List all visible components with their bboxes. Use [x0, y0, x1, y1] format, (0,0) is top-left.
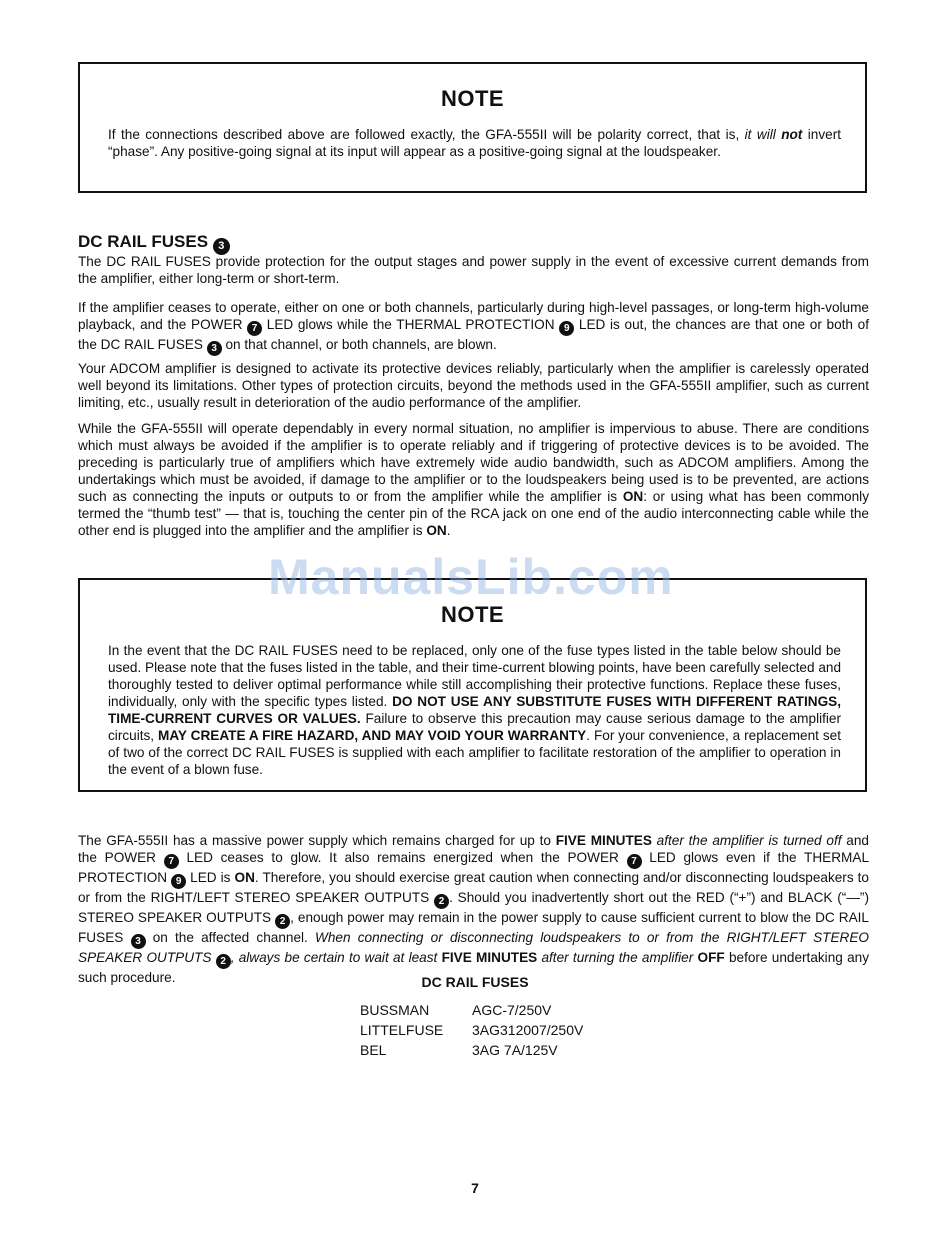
fuse-table-title: DC RAIL FUSES — [421, 974, 529, 990]
paragraph-italic: after the amplifier is turned off — [651, 833, 842, 848]
note-title: NOTE — [440, 86, 505, 111]
paragraph-part: While the GFA-555II will operate dependably in every normal situation, no amplifier is impervious to abuse. There are conditions which must always be avoided if the amplifier is to operate reliably and if triggering of protective devices is to be avoided. The preceding is particularly true of amplifiers which have extremely wide audio bandwidth, such as ADCOM amplifiers. Among the undertakings which must be avoided, if damage to the amplifier or to the loudspeakers being used is to be prevented, are actions such as connecting the inputs or outputs to or from the amplifier while the amplifier is — [78, 421, 869, 504]
paragraph-part: . Should you inadvertently short out the RED (“+”) and BLACK (“—”) STEREO SPEAKER OUTPUTS — [78, 890, 869, 925]
callout-2-icon: 2 — [216, 954, 231, 969]
fuse-type: 3AG 7A/125V — [472, 1042, 558, 1058]
paragraph-bold: ON — [622, 489, 644, 504]
paragraph-italic: When connecting or disconnecting loudspeakers to or from the RIGHT/LEFT STEREO SPEAKER OUTPUTS — [78, 930, 869, 965]
callout-2-icon: 2 — [275, 914, 290, 929]
callout-7-icon: 7 — [627, 854, 642, 869]
paragraph-part: LED is out, the chances are that one or both of the DC RAIL FUSES — [78, 317, 870, 352]
callout-2-icon: 2 — [434, 894, 449, 909]
note-text-warning: DO NOT USE ANY SUBSTITUTE FUSES WITH DIFFERENT RATINGS, TIME-CURRENT CURVES OR VALUES. — [108, 694, 841, 726]
note-text-part: Failure to observe this precaution may cause serious damage to the amplifier circuits, — [108, 711, 841, 743]
note-text-part: In the event that the DC RAIL FUSES need to be replaced, only one of the fuse types listed in the table below should be used. Please note that the fuses listed in the table, and their time-current blowing points, have been carefully selected and thoroughly tested to deliver optimal performance while still accomplishing their protective functions. Replace these fuses, individually, only with the specific types listed. — [108, 643, 842, 709]
paragraph-part: . Therefore, you should exercise great caution when connecting and/or disconnecting loudspeakers to or from the RIGHT/LEFT STEREO SPEAKER OUTPUTS — [78, 870, 869, 905]
paragraph-symptoms — [78, 299, 869, 356]
note-text-italic: it will — [744, 127, 782, 142]
page-number: 7 — [471, 1180, 479, 1196]
paragraph-part: , enough power may remain in the power supply to cause sufficient current to blow the DC RAIL FUSES — [78, 910, 869, 945]
note-text-emphasis: not — [781, 127, 803, 142]
paragraph-part: LED ceases to glow. It also remains energized when the POWER — [178, 850, 627, 865]
paragraph-part: before undertaking any such procedure. — [78, 950, 869, 985]
paragraph-protection: Your ADCOM amplifier is designed to activate its protective devices reliably, particularly when the amplifier is carelessly operated well beyond its limitations. Other types of protection circuits, beyond the methods used in the GFA-555II amplifier, such as current limiting, etc., usually result in deterioration of the audio performance of the amplifier. — [78, 361, 869, 410]
section-heading-text: DC RAIL FUSES — [78, 232, 209, 251]
note-text-part: . For your convenience, a replacement set of two of the correct DC RAIL FUSES is supplied with each amplifier to facilitate restoration of the amplifier to operation in the event of a blown fuse. — [108, 728, 841, 777]
paragraph-bold: FIVE MINUTES — [441, 950, 538, 965]
note-title: NOTE — [440, 602, 505, 627]
paragraph-part: on that channel, or both channels, are blown. — [221, 337, 497, 352]
note-text-part: invert “phase”. Any positive-going signal at its input will appear as a positive-going signal at the loudspeaker. — [108, 127, 841, 159]
section-heading — [78, 232, 230, 255]
note-text — [108, 126, 841, 160]
paragraph-part: . — [446, 523, 451, 538]
callout-9-icon: 9 — [559, 321, 574, 336]
paragraph-part: The GFA-555II has a massive power supply which remains charged for up to — [78, 833, 556, 848]
note-text — [108, 642, 841, 778]
callout-3-icon: 3 — [131, 934, 146, 949]
fuse-type: AGC-7/250V — [472, 1002, 552, 1018]
paragraph-part: on the affected channel. — [145, 930, 316, 945]
paragraph-intro: The DC RAIL FUSES provide protection for the output stages and power supply in the event of excessive current demands from the amplifier, either long-term or short-term. — [78, 254, 869, 286]
paragraph-bold: OFF — [697, 950, 725, 965]
paragraph-bold: ON — [234, 870, 255, 885]
paragraph-abuse — [78, 420, 869, 539]
paragraph-part: LED glows while the THERMAL PROTECTION — [262, 317, 560, 332]
note-text-warning: MAY CREATE A FIRE HAZARD, AND MAY VOID YOUR WARRANTY — [158, 728, 587, 743]
fuse-brand: BEL — [360, 1042, 387, 1058]
paragraph-part: and the POWER — [78, 833, 869, 865]
watermark: ManualsLib.com — [268, 549, 674, 605]
paragraph-italic: after turning the amplifier — [537, 950, 698, 965]
fuse-brand: BUSSMAN — [360, 1002, 430, 1018]
note-box-fuse-replacement — [78, 578, 867, 792]
callout-3-icon: 3 — [207, 341, 222, 356]
callout-3-icon: 3 — [213, 238, 230, 255]
paragraph-italic: , always be certain to wait at least — [230, 950, 442, 965]
paragraph-part: : or using what has been commonly termed the “thumb test” — that is, touching the center pin of the RCA jack on one end of the audio interconnecting cable while the other end is plugged into the amplifier and the amplifier is — [78, 489, 869, 538]
paragraph-bold: ON — [426, 523, 447, 538]
fuse-type: 3AG312007/250V — [472, 1022, 584, 1038]
fuse-brand: LITTELFUSE — [360, 1022, 444, 1038]
paragraph-part: If the amplifier ceases to operate, either on one or both channels, particularly during high-level passages, or long-term high-volume playback, and the POWER — [78, 300, 869, 332]
note-box-polarity — [78, 62, 867, 193]
callout-7-icon: 7 — [164, 854, 179, 869]
paragraph-power-supply — [78, 832, 869, 986]
paragraph-part: LED is — [186, 870, 235, 885]
note-text-part: If the connections described above are followed exactly, the GFA-555II will be polarity correct, that is, — [108, 127, 745, 142]
paragraph-bold: FIVE MINUTES — [555, 833, 652, 848]
callout-9-icon: 9 — [171, 874, 186, 889]
callout-7-icon: 7 — [247, 321, 262, 336]
paragraph-part: LED glows even if the THERMAL PROTECTION — [78, 850, 869, 885]
